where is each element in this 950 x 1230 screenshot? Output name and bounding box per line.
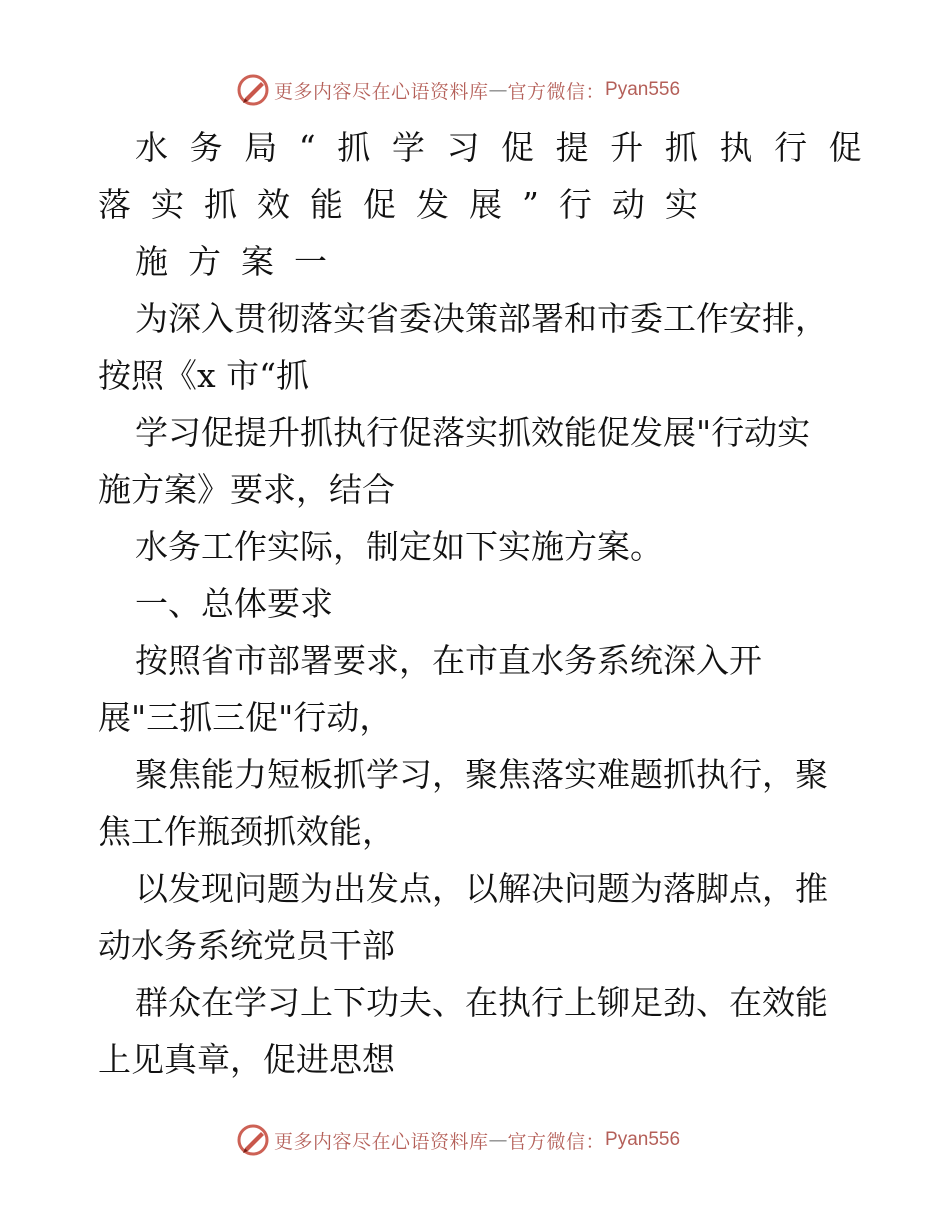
watermark-id: Pyan556 bbox=[605, 79, 681, 100]
title-line-3: 施方案一 bbox=[135, 242, 347, 281]
pen-logo-icon bbox=[236, 73, 270, 107]
paragraph-line: 为深入贯彻落实省委决策部署和市委工作安排， bbox=[135, 299, 828, 338]
watermark-text: 更多内容尽在心语资料库 bbox=[274, 80, 489, 103]
watermark-contact: 官方微信： bbox=[507, 1130, 606, 1153]
paragraph-line: 群众在学习上下功夫、在执行上铆足劲、在效能 bbox=[135, 983, 828, 1022]
paragraph-line: 以发现问题为出发点，以解决问题为落脚点，推 bbox=[135, 869, 828, 908]
header-watermark bbox=[236, 72, 680, 108]
paragraph-line: 聚焦能力短板抓学习，聚焦落实难题抓执行，聚 bbox=[135, 755, 828, 794]
title-line-1: 水务局“抓学习促提升抓执行促 bbox=[135, 128, 884, 167]
paragraph-line: 水务工作实际，制定如下实施方案。 bbox=[135, 527, 663, 566]
watermark-separator: — bbox=[488, 79, 508, 101]
paragraph-line: 动水务系统党员干部 bbox=[98, 926, 395, 965]
paragraph-line: 按照《x 市“抓 bbox=[98, 356, 309, 395]
watermark-text: 更多内容尽在心语资料库 bbox=[274, 1130, 489, 1153]
title-line-2: 落实抓效能促发展”行动实 bbox=[98, 185, 718, 224]
section-heading: 一、总体要求 bbox=[135, 584, 333, 623]
document-body bbox=[98, 119, 884, 1088]
pen-logo-icon bbox=[236, 1123, 270, 1157]
paragraph-line: 学习促提升抓执行促落实抓效能促发展"行动实 bbox=[135, 413, 811, 452]
footer-watermark bbox=[236, 1122, 680, 1158]
watermark-separator: — bbox=[488, 1129, 508, 1151]
paragraph-line: 展"三抓三促"行动， bbox=[98, 698, 393, 737]
paragraph-line: 按照省市部署要求，在市直水务系统深入开 bbox=[135, 641, 762, 680]
paragraph-line: 施方案》要求，结合 bbox=[98, 470, 395, 509]
paragraph-line: 上见真章，促进思想 bbox=[98, 1040, 395, 1079]
watermark-id: Pyan556 bbox=[605, 1129, 681, 1150]
watermark-contact: 官方微信： bbox=[507, 80, 606, 103]
paragraph-line: 焦工作瓶颈抓效能， bbox=[98, 812, 395, 851]
